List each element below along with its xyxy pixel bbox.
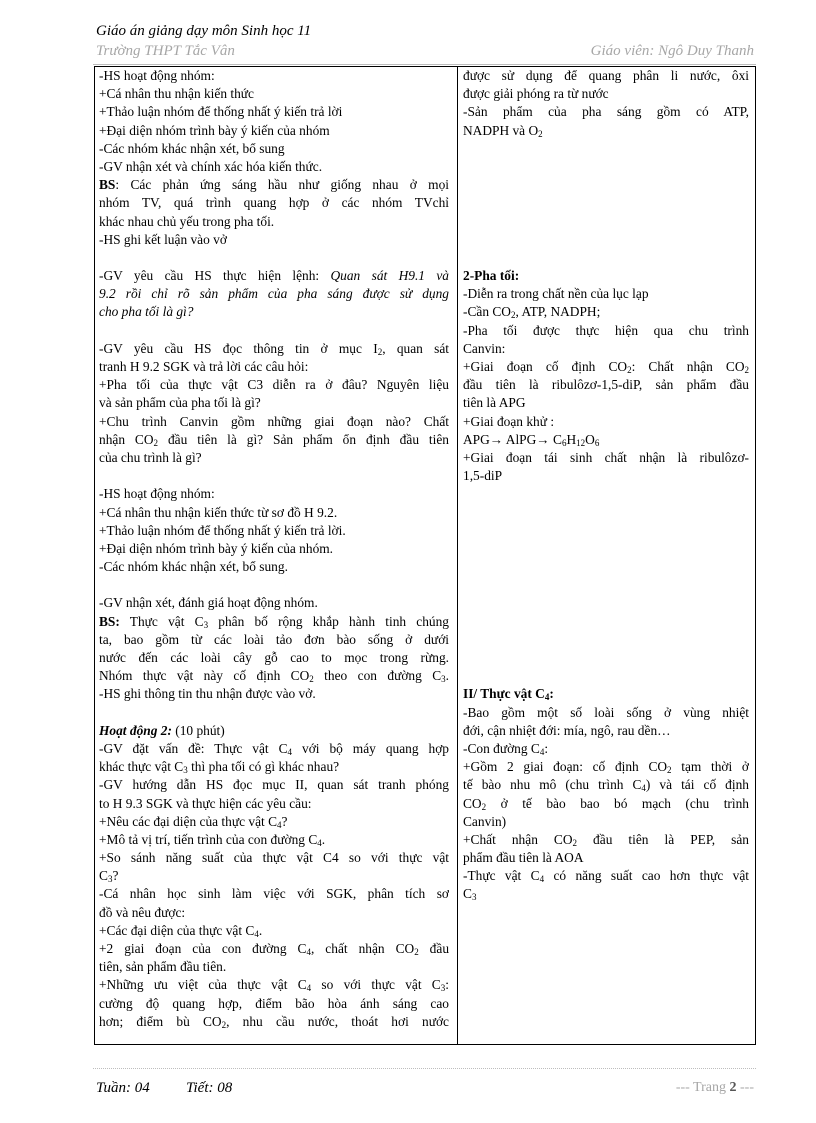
teacher-name: Giáo viên: Ngô Duy Thanh xyxy=(590,43,754,59)
text-line: -GV hướng dẫn HS đọc mục II, quan sát tranh phóng xyxy=(99,777,449,793)
text-line: đồ và nêu được: xyxy=(99,904,186,920)
text-line: +Giai đoạn tái sinh chất nhận là ribulôzơ- xyxy=(463,449,749,465)
text-line: tiên, sản phẩm đầu tiên. xyxy=(99,959,227,975)
text-line: +Mô tả vị trí, tiến trình của con đường $C_4$. xyxy=(99,831,326,848)
text-line: BS: Các phản ứng sáng hầu như giống nhau ở mọi xyxy=(99,177,449,193)
text-line: -HS hoạt động nhóm: xyxy=(99,486,215,502)
text-line: -GV yêu cầu HS đọc thông tin ở mục $I_2$, quan sát xyxy=(99,340,449,357)
section-title-dark-phase: 2-Pha tối: xyxy=(463,268,520,284)
text-line: khác nhau chủ yếu trong pha tối. xyxy=(99,213,275,229)
text-line: +Chất nhận $CO_2$ đầu tiên là PEP, sản xyxy=(463,831,749,848)
lesson-period-label: Tiết: 08 xyxy=(186,1080,233,1096)
text-line: to H 9.3 SGK và thực hiện các yêu cầu: xyxy=(99,795,312,811)
text-line: phẩm đầu tiên là AOA xyxy=(463,850,584,866)
text-line: $CO_2$ ở tế bào bao bó mạch (chu trình xyxy=(463,795,749,812)
text-line: +Gồm 2 giai đoạn: cố định $CO_2$ tạm thời ở xyxy=(463,759,749,776)
text-line: -HS ghi kết luận vào vở xyxy=(99,231,227,247)
text-line: nước đến các loài cây gỗ cao to mọc trong rừng. xyxy=(99,650,449,665)
week-label: Tuần: 04 xyxy=(96,1080,150,1096)
text-line: $C_3$? xyxy=(99,868,119,885)
text-line: +Nêu các đại diện của thực vật $C_4$? xyxy=(99,813,288,830)
text-line: +Những ưu việt của thực vật $C_4$ so với thực vật $C_3$: xyxy=(99,977,449,994)
lesson-table xyxy=(94,66,756,1045)
text-line: -GV nhận xét và chính xác hóa kiến thức. xyxy=(99,158,323,174)
text-line: cho pha tối là gì? xyxy=(99,304,194,320)
text-line: được sử dụng để quang phân li nước, ôxi xyxy=(463,68,749,83)
text-line: đầu tiên là ribulôzơ-1,5-diP, sản phẩm đầu xyxy=(463,377,749,393)
text-line: -Sản phẩm của pha sáng gồm có ATP, xyxy=(463,104,749,120)
text-line: -Pha tối được thực hiện qua chu trình xyxy=(463,322,749,338)
text-line: +Pha tối của thực vật C3 diễn ra ở đâu? Nguyên liệu xyxy=(99,377,449,393)
text-line: 1,5-diP xyxy=(463,468,503,484)
text-line: +Cá nhân thu nhận kiến thức từ sơ đồ H 9.2. xyxy=(99,504,338,520)
text-line: -Các nhóm khác nhận xét, bổ sung. xyxy=(99,559,288,575)
text-line: +Thảo luận nhóm để thống nhất ý kiến trả lời. xyxy=(99,522,346,538)
lesson-content-column xyxy=(463,67,749,904)
text-line: +Giai đoạn cố định $CO_2$: Chất nhận $CO_2$ xyxy=(463,359,749,375)
text-line: -Cần $CO_2$, ATP, NADPH; xyxy=(463,304,601,321)
text-line: +Chu trình Canvin gồm những giai đoạn nào? Chất xyxy=(99,413,449,429)
text-line: Canvin: xyxy=(463,340,506,356)
text-line: -GV nhận xét, đánh giá hoạt động nhóm. xyxy=(99,595,318,611)
text-line: NADPH và $O_2$ xyxy=(463,122,543,139)
text-line: tế bào nhu mô (chu trình $C_4$) và tái cố định xyxy=(463,777,749,794)
text-line: tiên là APG xyxy=(463,395,526,411)
text-line: +So sánh năng suất của thực vật C4 so với thực vật xyxy=(99,850,449,866)
text-line: -GV đặt vấn đề: Thực vật $C_4$ với bộ máy quang hợp xyxy=(99,740,449,757)
bs-label: BS xyxy=(99,177,116,193)
text-line: -HS hoạt động nhóm: xyxy=(99,68,215,83)
text-line: Hoạt động 2: (10 phút) xyxy=(99,722,225,738)
text-line: cường độ quang hợp, điểm bão hòa ánh sáng cao xyxy=(99,995,449,1011)
section-title-c4-plants: II/ Thực vật $C_4$: xyxy=(463,686,554,703)
text-line: +Giai đoạn khử : xyxy=(463,413,555,429)
footer-rule xyxy=(93,1068,756,1069)
text-line: -Thực vật $C_4$ có năng suất cao hơn thực vật xyxy=(463,868,749,885)
text-line: Canvin) xyxy=(463,813,507,829)
text-line: khác thực vật $C_3$ thì pha tối có gì khác nhau? xyxy=(99,759,340,776)
teacher-student-activities-column xyxy=(99,67,449,1031)
text-line: +2 giai đoạn của con đường $C_4$, chất nhận $CO_2$ đầu xyxy=(99,941,449,957)
text-line: nhóm TV, quá trình quang hợp ở các nhóm TVchỉ xyxy=(99,195,449,211)
text-line: ta, bao gồm từ các loài tảo đơn bào sống ở dưới xyxy=(99,631,449,647)
text-line: -Con đường $C_4$: xyxy=(463,740,549,757)
text-line: -Bao gồm một số loài sống ở vùng nhiệt xyxy=(463,704,749,720)
document-title: Giáo án giảng dạy môn Sinh học 11 xyxy=(96,23,312,39)
text-line: +Cá nhân thu nhận kiến thức xyxy=(99,86,255,102)
text-line: 9.2 rồi chỉ rõ sản phẩm của pha sáng được sử dụng xyxy=(99,286,449,302)
text-line: +Các đại diện của thực vật $C_4$. xyxy=(99,922,263,939)
text-line: BS: Thực vật $C_3$ phân bố rộng khắp hành tinh chúng xyxy=(99,613,449,630)
school-name: Trường THPT Tắc Vân xyxy=(96,43,235,59)
text-line: -Các nhóm khác nhận xét, bổ sung xyxy=(99,140,285,156)
text-line: -HS ghi thông tin thu nhận được vào vở. xyxy=(99,686,316,702)
header-rule xyxy=(93,64,756,65)
text-line: -Diễn ra trong chất nền của lục lạp xyxy=(463,286,649,302)
text-line: -Cá nhân học sinh làm việc với SGK, phân tích sơ xyxy=(99,886,449,902)
text-line: hơn; điểm bù $CO_2$, nhu cầu nước, thoát hơi nước xyxy=(99,1013,449,1030)
text-line: +Đại diện nhóm trình bày ý kiến của nhóm. xyxy=(99,540,334,556)
text-line: Nhóm thực vật này cố định $CO_2$ theo con đường $C_3$. xyxy=(99,668,449,685)
activity-2-label: Hoạt động 2: xyxy=(99,722,172,738)
text-line: tranh H 9.2 SGK và trả lời các câu hỏi: xyxy=(99,359,309,374)
text-line: +Đại diện nhóm trình bày ý kiến của nhóm xyxy=(99,122,330,138)
text-line: nhận $CO_2$ đầu tiên là gì? Sản phẩm ổn định đầu tiên xyxy=(99,431,449,448)
column-divider xyxy=(457,67,458,1044)
page-number: --- Trang 2 --- xyxy=(675,1080,754,1095)
text-line: +Thảo luận nhóm để thống nhất ý kiến trả lời xyxy=(99,104,343,120)
text-line: đới, cận nhiệt đới: mía, ngô, rau dền… xyxy=(463,722,671,738)
text-line: và sản phẩm của pha tối là gì? xyxy=(99,395,261,411)
text-line: $C_3$ xyxy=(463,886,477,903)
text-line: được giải phóng ra từ nước xyxy=(463,86,609,102)
text-line: -GV yêu cầu HS thực hiện lệnh: Quan sát H9.1 và xyxy=(99,268,449,284)
text-line: của chu trình là gì? xyxy=(99,449,202,465)
text-line: APG→ AlPG→ $C_6H_{12}O_6$ xyxy=(463,431,600,448)
